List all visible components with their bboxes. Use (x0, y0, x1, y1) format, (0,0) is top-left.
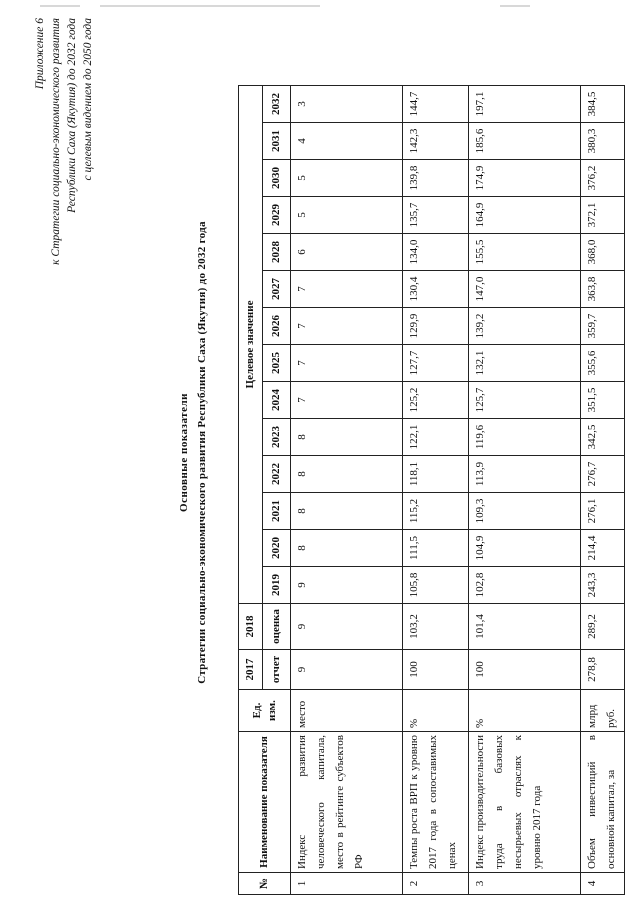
value-cell: 119,6 (469, 419, 581, 456)
header-year: 2021 (263, 493, 291, 530)
header-year: 2025 (263, 345, 291, 382)
value-cell: 7 (291, 345, 403, 382)
row-number: 1 (291, 873, 403, 895)
value-cell: 139,8 (403, 160, 469, 197)
value-cell: 8 (291, 419, 403, 456)
value-cell: 214,4 (581, 530, 625, 567)
header-number: № (239, 873, 291, 895)
value-cell: 132,1 (469, 345, 581, 382)
header-year: 2032 (263, 86, 291, 123)
header-year: 2030 (263, 160, 291, 197)
document-title: Основные показатели (178, 393, 190, 512)
header-2017: 2017 (239, 650, 263, 690)
value-2018: 103,2 (403, 604, 469, 650)
value-cell: 127,7 (403, 345, 469, 382)
row-unit: место (291, 690, 403, 732)
value-cell: 139,2 (469, 308, 581, 345)
value-cell: 105,8 (403, 567, 469, 604)
header-2017-sub: отчет (263, 650, 291, 690)
value-cell: 276,7 (581, 456, 625, 493)
header-year: 2026 (263, 308, 291, 345)
value-2017: 9 (291, 650, 403, 690)
value-cell: 113,9 (469, 456, 581, 493)
value-cell: 111,5 (403, 530, 469, 567)
header-unit: Ед. изм. (239, 690, 291, 732)
header-year: 2023 (263, 419, 291, 456)
value-cell: 8 (291, 493, 403, 530)
value-cell: 155,5 (469, 234, 581, 271)
header-year: 2031 (263, 123, 291, 160)
table-row (581, 86, 625, 895)
value-cell: 351,5 (581, 382, 625, 419)
value-cell: 4 (291, 123, 403, 160)
value-cell: 7 (291, 271, 403, 308)
row-unit: млрд руб. (581, 690, 625, 732)
value-cell: 276,1 (581, 493, 625, 530)
value-cell: 8 (291, 530, 403, 567)
header-year: 2028 (263, 234, 291, 271)
document-subtitle: Стратегии социально-экономического развития Республики Саха (Якутия) до 2032 года (196, 221, 208, 684)
value-cell: 118,1 (403, 456, 469, 493)
appendix-line-1: Приложение 6 (34, 18, 46, 90)
value-cell: 384,5 (581, 86, 625, 123)
row-unit: % (469, 690, 581, 732)
value-cell: 355,6 (581, 345, 625, 382)
value-cell: 5 (291, 160, 403, 197)
row-name: Индекс производительности труда в базовых несырьевых отраслях к уровню 2017 года (469, 732, 581, 873)
table-row (469, 86, 581, 895)
value-cell: 6 (291, 234, 403, 271)
table-row (403, 86, 469, 895)
value-cell: 3 (291, 86, 403, 123)
value-cell: 8 (291, 456, 403, 493)
value-cell: 134,0 (403, 234, 469, 271)
header-year: 2029 (263, 197, 291, 234)
header-year: 2019 (263, 567, 291, 604)
value-cell: 130,4 (403, 271, 469, 308)
value-cell: 125,7 (469, 382, 581, 419)
value-cell: 243,3 (581, 567, 625, 604)
value-cell: 115,2 (403, 493, 469, 530)
value-cell: 7 (291, 308, 403, 345)
value-cell: 174,9 (469, 160, 581, 197)
header-2018: 2018 (239, 604, 263, 650)
value-cell: 380,3 (581, 123, 625, 160)
value-cell: 164,9 (469, 197, 581, 234)
value-cell: 342,5 (581, 419, 625, 456)
value-cell: 376,2 (581, 160, 625, 197)
value-cell: 363,8 (581, 271, 625, 308)
table-row (291, 86, 403, 895)
header-2018-sub: оценка (263, 604, 291, 650)
header-target: Целевое значение (239, 86, 263, 604)
value-cell: 7 (291, 382, 403, 419)
header-name: Наименование показателя (239, 732, 291, 873)
indicators-table (238, 85, 625, 895)
header-year: 2027 (263, 271, 291, 308)
header-year: 2020 (263, 530, 291, 567)
row-name: Объем инвестиций в основной капитал, за (581, 732, 625, 873)
value-cell: 372,1 (581, 197, 625, 234)
value-cell: 147,0 (469, 271, 581, 308)
value-cell: 135,7 (403, 197, 469, 234)
row-number: 3 (469, 873, 581, 895)
value-2018: 289,2 (581, 604, 625, 650)
value-2017: 100 (469, 650, 581, 690)
value-cell: 122,1 (403, 419, 469, 456)
row-number: 4 (581, 873, 625, 895)
value-2018: 101,4 (469, 604, 581, 650)
value-cell: 104,9 (469, 530, 581, 567)
appendix-line-2: к Стратегии социально-экономического развития (50, 18, 62, 265)
value-cell: 102,8 (469, 567, 581, 604)
value-cell: 185,6 (469, 123, 581, 160)
value-cell: 129,9 (403, 308, 469, 345)
value-2017: 278,8 (581, 650, 625, 690)
row-name: Темпы роста ВРП к уровню 2017 года в сопоставимых ценах (403, 732, 469, 873)
value-cell: 142,3 (403, 123, 469, 160)
row-unit: % (403, 690, 469, 732)
header-year: 2022 (263, 456, 291, 493)
appendix-line-3: Республики Саха (Якутия) до 2032 года (66, 18, 78, 213)
row-name: Индекс развития человеческого капитала, место в рейтинге субъектов РФ (291, 732, 403, 873)
value-cell: 125,2 (403, 382, 469, 419)
value-cell: 144,7 (403, 86, 469, 123)
header-year: 2024 (263, 382, 291, 419)
value-2017: 100 (403, 650, 469, 690)
value-cell: 359,7 (581, 308, 625, 345)
row-number: 2 (403, 873, 469, 895)
value-cell: 368,0 (581, 234, 625, 271)
value-cell: 9 (291, 567, 403, 604)
value-cell: 109,3 (469, 493, 581, 530)
value-2018: 9 (291, 604, 403, 650)
value-cell: 5 (291, 197, 403, 234)
value-cell: 197,1 (469, 86, 581, 123)
appendix-line-4: с целевым видением до 2050 года (82, 18, 94, 181)
